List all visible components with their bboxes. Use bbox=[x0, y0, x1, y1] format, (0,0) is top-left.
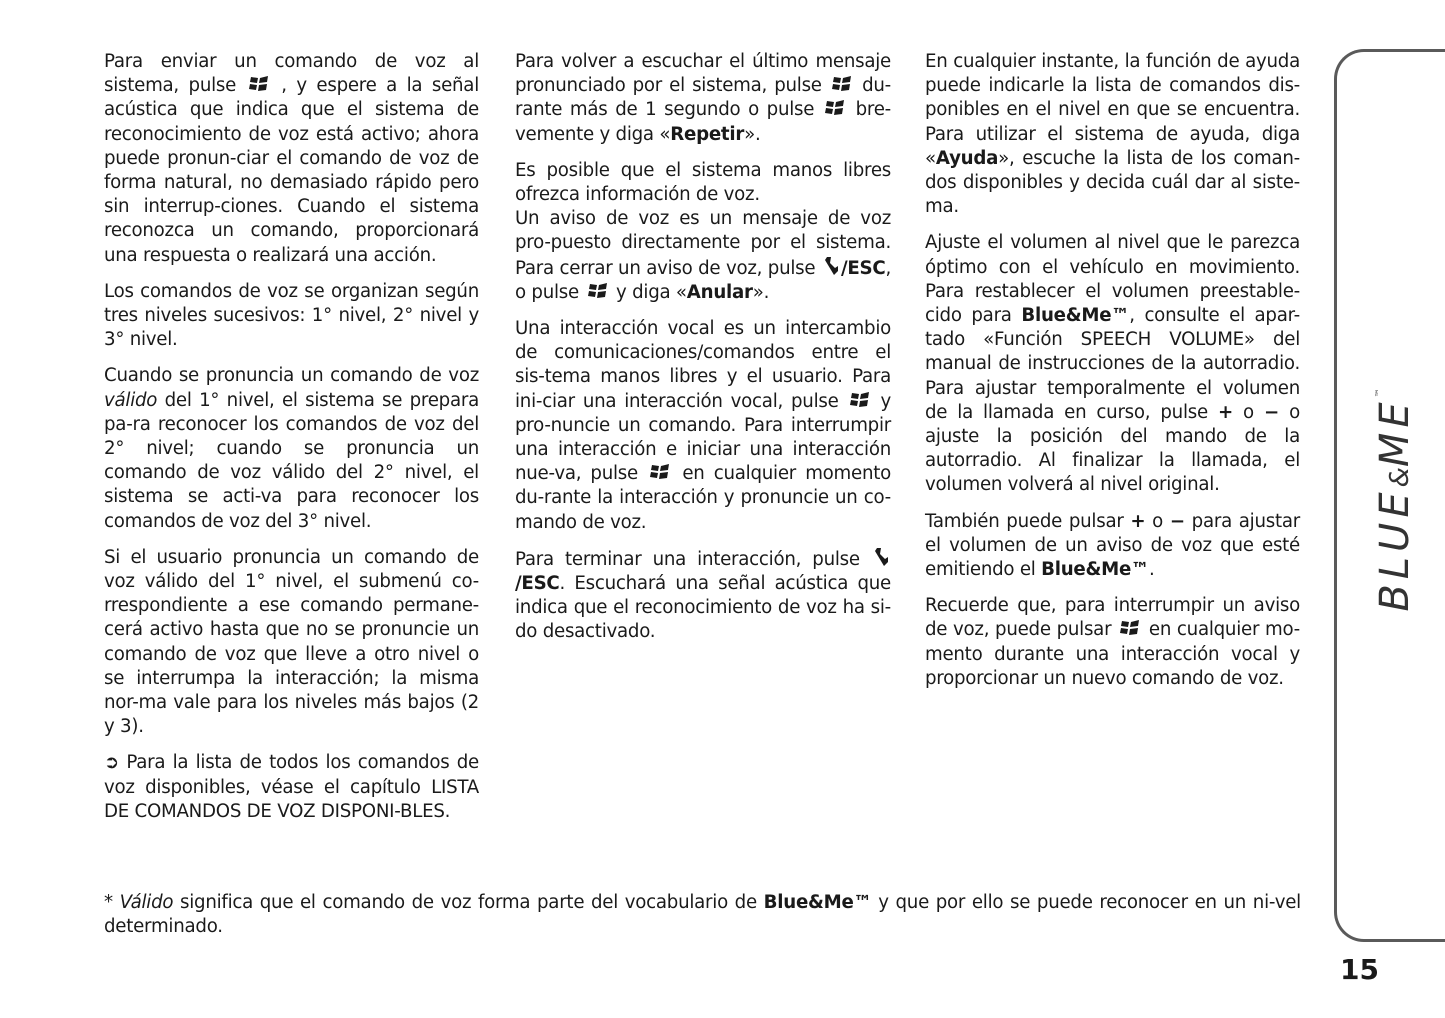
esc-phone-icon bbox=[873, 547, 889, 567]
esc-phone-icon bbox=[823, 256, 839, 276]
paragraph: Cuando se pronuncia un comando de voz válido del 1° nivel, el sistema se prepara pa-ra reconocer los comandos de voz del 2° nivel; cuando se pronuncia un comando de voz válido del 2° nivel, el sistema se acti-va para reconocer los comandos de voz del 3° nivel. bbox=[104, 365, 479, 532]
paragraph: Para volver a escuchar el último mensaje pronunciado por el sistema, pulse du-rante más de 1 segundo o pulse bre-vemente y diga «Repetir». bbox=[515, 51, 891, 145]
text-column-2 bbox=[515, 50, 891, 657]
paragraph: Para enviar un comando de voz al sistema, pulse , y espere a la señal acústica que indica que el sistema de reconocimiento de voz está activo; ahora puede pronun-ciar el comando de voz de forma natural, no demasiado rápido pero sin interrup-ciones. Cuando el sistema reconozca un comando, proporcionará una respuesta o realizará una acción. bbox=[104, 51, 479, 266]
paragraph: Ajuste el volumen al nivel que le parezca óptimo con el vehículo en movimiento. Para restablecer el volumen preestable-cido para Blue&Me™, consulte el apar-tado «Función SPEECH VOLUME» del manual de instrucciones de la autorradio. Para ajustar temporalmente el volumen de la llamada en curso, pulse + o − o ajuste la posición del mando de la autorradio. Al finalizar la llamada, el volumen volverá al nivel original. bbox=[925, 232, 1300, 496]
voice-command-icon bbox=[248, 75, 270, 93]
paragraph: Recuerde que, para interrumpir un aviso de voz, puede pulsar en cualquier mo-mento durante una interacción vocal y proporcionar un nuevo comando de voz. bbox=[925, 595, 1300, 689]
paragraph: También puede pulsar + o − para ajustar el volumen de un aviso de voz que esté emitiendo el Blue&Me™. bbox=[925, 510, 1300, 581]
paragraph: ➲ Para la lista de todos los comandos de voz disponibles, véase el capítulo LISTA DE COMANDOS DE VOZ DISPONI-BLES. bbox=[104, 752, 479, 822]
paragraph: Los comandos de voz se organizan según tres niveles sucesivos: 1° nivel, 2° nivel y 3° nivel. bbox=[104, 280, 479, 351]
plus-symbol: + bbox=[1130, 510, 1146, 532]
arrow-icon: ➲ bbox=[104, 752, 119, 774]
paragraph: Una interacción vocal es un intercambio de comunicaciones/comandos entre el sis-tema manos libres y el usuario. Para ini-ciar una interacción vocal, pulse y pro-nuncie un comando. Para interrumpir una interacción e iniciar una interacción nue-va, pulse en cualquier momento du-rante la interacción y pronuncie un co-mando de voz. bbox=[515, 318, 891, 533]
voice-command-icon bbox=[587, 282, 609, 300]
paragraph: Para terminar una interacción, pulse /ESC. Escuchará una señal acústica que indica que el reconocimiento de voz ha si-do desactivado. bbox=[515, 548, 891, 643]
blue-and-me-logo: BLUE&ME™ bbox=[1372, 388, 1418, 612]
minus-symbol: − bbox=[1169, 510, 1185, 532]
text-column-1 bbox=[104, 50, 479, 836]
plus-symbol: + bbox=[1217, 401, 1233, 423]
voice-command-icon bbox=[649, 463, 671, 481]
text-column-3 bbox=[925, 50, 1300, 703]
minus-symbol: − bbox=[1264, 401, 1279, 423]
voice-command-icon bbox=[849, 391, 871, 409]
paragraph: Si el usuario pronuncia un comando de voz válido del 1° nivel, el submenú co-rrespondiente a ese comando permane-cerá activo hasta que no se pronuncie un comando de voz que lleve a otro nivel o se interrumpa la interacción; la misma nor-ma vale para los niveles más bajos (2 y 3). bbox=[104, 546, 479, 738]
footnote: * Válido significa que el comando de voz forma parte del vocabulario de Blue&Me™ y que por ello se puede reconocer en un ni-vel determinado. bbox=[104, 892, 1301, 938]
voice-command-icon bbox=[831, 75, 853, 93]
voice-command-icon bbox=[824, 99, 846, 117]
page-number: 15 bbox=[1340, 953, 1379, 986]
paragraph: En cualquier instante, la función de ayuda puede indicarle la lista de comandos dis-ponibles en el nivel en que se encuentra. Para utilizar el sistema de ayuda, diga «Ayuda», escuche la lista de los coman-dos disponibles y decida cuál dar al siste-ma. bbox=[925, 51, 1300, 218]
voice-command-icon bbox=[1119, 619, 1141, 637]
paragraph: Es posible que el sistema manos libres ofrezca información de voz. Un aviso de voz es un mensaje de voz pro-puesto directamente por el sistema. Para cerrar un aviso de voz, pulse /ESC, o pulse y diga «Anular». bbox=[515, 159, 891, 303]
